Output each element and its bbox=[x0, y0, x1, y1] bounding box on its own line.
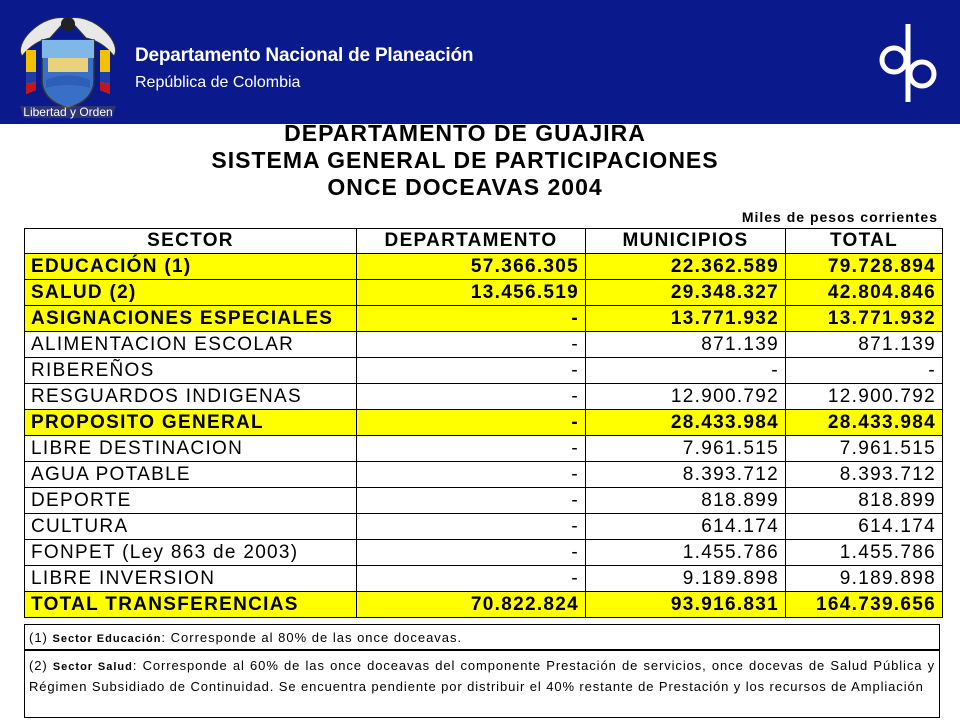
cell-municipios: 22.362.589 bbox=[586, 254, 786, 280]
cell-departamento: - bbox=[357, 358, 586, 384]
header-banner bbox=[0, 0, 960, 124]
footnote-number: (2) bbox=[29, 658, 53, 673]
cell-municipios: 8.393.712 bbox=[586, 462, 786, 488]
cell-total: 614.174 bbox=[786, 514, 943, 540]
header-municipios: MUNICIPIOS bbox=[586, 229, 786, 254]
dnp-logo-icon bbox=[876, 22, 938, 104]
cell-sector: SALUD (2) bbox=[25, 280, 357, 306]
cell-departamento: - bbox=[357, 514, 586, 540]
cell-sector: DEPORTE bbox=[25, 488, 357, 514]
cell-departamento: - bbox=[357, 488, 586, 514]
cell-municipios: 29.348.327 bbox=[586, 280, 786, 306]
cell-municipios: 93.916.831 bbox=[586, 592, 786, 618]
table-row bbox=[25, 280, 943, 306]
cell-departamento: - bbox=[357, 306, 586, 332]
cell-departamento: - bbox=[357, 410, 586, 436]
cell-municipios: 818.899 bbox=[586, 488, 786, 514]
footnote-education bbox=[24, 624, 940, 650]
table-row bbox=[25, 514, 943, 540]
table-row bbox=[25, 384, 943, 410]
cell-total: 8.393.712 bbox=[786, 462, 943, 488]
cell-sector: EDUCACIÓN (1) bbox=[25, 254, 357, 280]
cell-total: 13.771.932 bbox=[786, 306, 943, 332]
colombia-coat-of-arms-icon bbox=[8, 10, 128, 122]
table-row bbox=[25, 254, 943, 280]
cell-sector: CULTURA bbox=[25, 514, 357, 540]
header-departamento: DEPARTAMENTO bbox=[357, 229, 586, 254]
cell-total: - bbox=[786, 358, 943, 384]
cell-total: 164.739.656 bbox=[786, 592, 943, 618]
cell-municipios: - bbox=[586, 358, 786, 384]
cell-sector: ALIMENTACION ESCOLAR bbox=[25, 332, 357, 358]
cell-total: 871.139 bbox=[786, 332, 943, 358]
cell-departamento: 57.366.305 bbox=[357, 254, 586, 280]
cell-municipios: 614.174 bbox=[586, 514, 786, 540]
table-row bbox=[25, 306, 943, 332]
cell-total: 1.455.786 bbox=[786, 540, 943, 566]
cell-municipios: 28.433.984 bbox=[586, 410, 786, 436]
cell-sector: RIBEREÑOS bbox=[25, 358, 357, 384]
report-titles bbox=[0, 120, 960, 201]
cell-departamento: - bbox=[357, 566, 586, 592]
title-department: DEPARTAMENTO DE GUAJIRA bbox=[284, 120, 646, 146]
cell-departamento: - bbox=[357, 462, 586, 488]
footnote-health bbox=[24, 650, 940, 718]
cell-sector: TOTAL TRANSFERENCIAS bbox=[25, 592, 357, 618]
crest-motto: Libertad y Orden bbox=[23, 105, 113, 119]
org-name: Departamento Nacional de Planeación bbox=[135, 45, 474, 66]
cell-departamento: - bbox=[357, 436, 586, 462]
table-row bbox=[25, 592, 943, 618]
cell-total: 7.961.515 bbox=[786, 436, 943, 462]
cell-municipios: 12.900.792 bbox=[586, 384, 786, 410]
table-row bbox=[25, 462, 943, 488]
table-row bbox=[25, 540, 943, 566]
table-row bbox=[25, 332, 943, 358]
footnote-text: : Corresponde al 80% de las once doceavas. bbox=[161, 630, 463, 645]
cell-departamento: 13.456.519 bbox=[357, 280, 586, 306]
footnote-term: Sector Salud bbox=[52, 661, 133, 673]
table-row bbox=[25, 358, 943, 384]
header-total: TOTAL bbox=[786, 229, 943, 254]
units-label: Miles de pesos corrientes bbox=[741, 209, 938, 225]
cell-sector: RESGUARDOS INDIGENAS bbox=[25, 384, 357, 410]
org-subtitle: República de Colombia bbox=[135, 74, 301, 91]
cell-total: 12.900.792 bbox=[786, 384, 943, 410]
cell-total: 818.899 bbox=[786, 488, 943, 514]
cell-sector: LIBRE DESTINACION bbox=[25, 436, 357, 462]
cell-municipios: 9.189.898 bbox=[586, 566, 786, 592]
cell-sector: LIBRE INVERSION bbox=[25, 566, 357, 592]
table-row bbox=[25, 488, 943, 514]
cell-sector: PROPOSITO GENERAL bbox=[25, 410, 357, 436]
title-system: SISTEMA GENERAL DE PARTICIPACIONES bbox=[211, 147, 719, 173]
cell-total: 9.189.898 bbox=[786, 566, 943, 592]
participations-table bbox=[24, 228, 943, 618]
table-row bbox=[25, 566, 943, 592]
cell-departamento: - bbox=[357, 332, 586, 358]
cell-sector: AGUA POTABLE bbox=[25, 462, 357, 488]
header-sector: SECTOR bbox=[25, 229, 357, 254]
cell-total: 79.728.894 bbox=[786, 254, 943, 280]
cell-total: 28.433.984 bbox=[786, 410, 943, 436]
cell-municipios: 7.961.515 bbox=[586, 436, 786, 462]
table-row bbox=[25, 410, 943, 436]
cell-departamento: - bbox=[357, 384, 586, 410]
cell-departamento: - bbox=[357, 540, 586, 566]
footnote-number: (1) bbox=[29, 630, 53, 645]
cell-sector: ASIGNACIONES ESPECIALES bbox=[25, 306, 357, 332]
cell-municipios: 1.455.786 bbox=[586, 540, 786, 566]
cell-departamento: 70.822.824 bbox=[357, 592, 586, 618]
table-header-row bbox=[25, 229, 943, 254]
title-period: ONCE DOCEAVAS 2004 bbox=[327, 174, 603, 200]
cell-municipios: 13.771.932 bbox=[586, 306, 786, 332]
table-row bbox=[25, 436, 943, 462]
cell-municipios: 871.139 bbox=[586, 332, 786, 358]
cell-sector: FONPET (Ley 863 de 2003) bbox=[25, 540, 357, 566]
footnote-term: Sector Educación bbox=[52, 633, 162, 645]
cell-total: 42.804.846 bbox=[786, 280, 943, 306]
footnote-text: : Corresponde al 60% de las once doceavas del componente Prestación de servicios, once docevas de Salud Pública y Régimen Subsidiado de Continuidad. Se encuentra pendiente por distribuir el 40% restante de Prestación y los recursos de Ampliación bbox=[29, 658, 935, 694]
